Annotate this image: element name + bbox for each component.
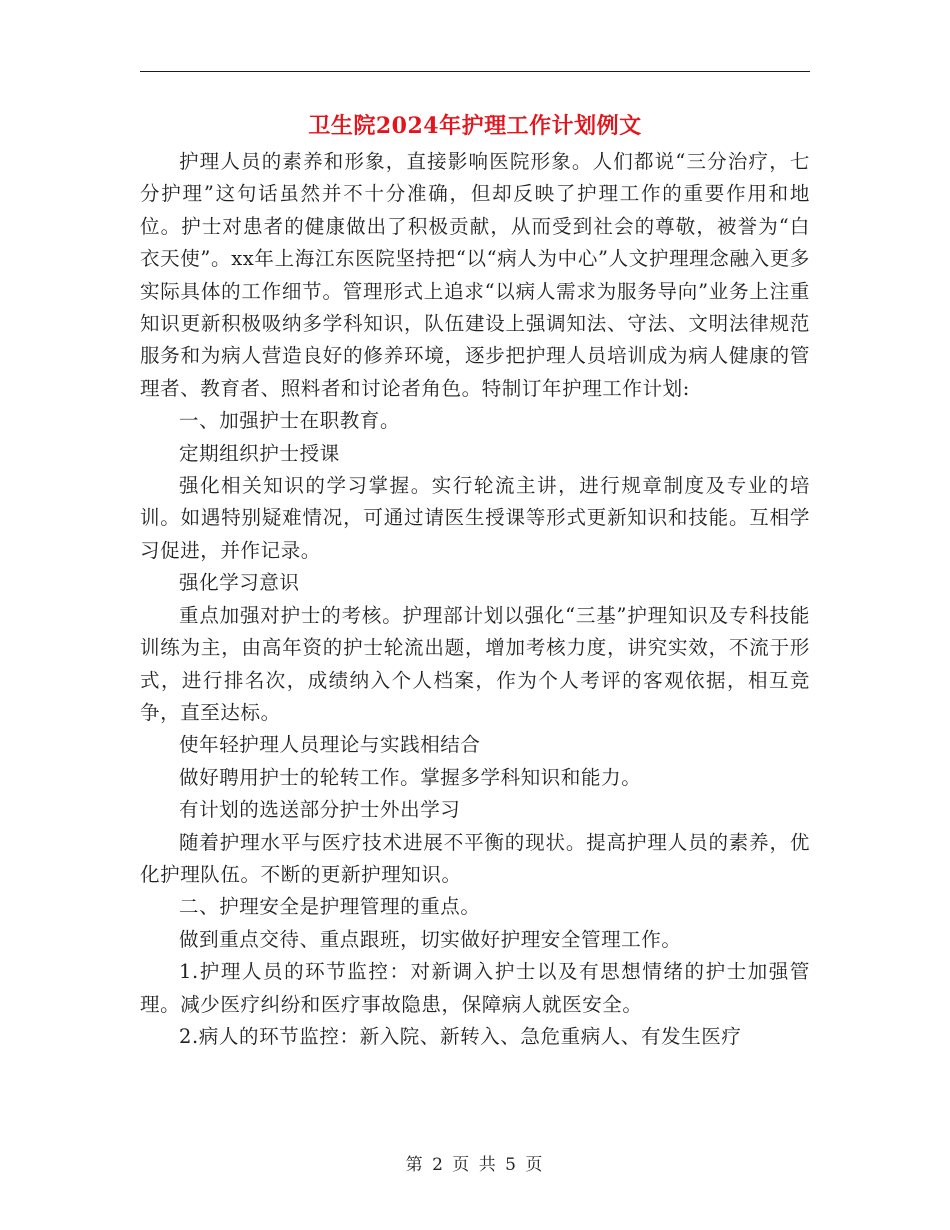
paragraph-intro: 护理人员的素养和形象，直接影响医院形象。人们都说“三分治疗，七分护理”这句话虽然并不十分准确，但却反映了护理工作的重要作用和地位。护士对患者的健康做出了积极贡献，从而受到社会的尊敬，被誉为“白衣天使”。xx年上海江东医院坚持把“以“病人为中心”人文护理理念融入更多实际具体的工作细节。管理形式上追求“以病人需求为服务导向”业务上注重知识更新积极吸纳多学科知识，队伍建设上强调知法、守法、文明法律规范服务和为病人营造良好的修养环境，逐步把护理人员培训成为病人健康的管理者、教育者、照料者和讨论者角色。特制订年护理工作计划: [140,150,810,400]
section-heading-2: 二、护理安全是护理管理的重点。 [179,895,481,919]
numbered-item-2: 2.病人的环节监控：新入院、新转入、急危重病人、有发生医疗 [179,1024,742,1048]
paragraph: 做好聘用护士的轮转工作。掌握多学科知识和能力。 [179,765,642,789]
paragraph: 随着护理水平与医疗技术进展不平衡的现状。提高护理人员的素养，优化护理队伍。不断的更新护理知识。 [140,830,810,886]
header-rule [140,71,810,72]
subheading: 有计划的选送部分护士外出学习 [179,798,461,822]
page-number: 第 2 页 共 5 页 [405,1155,545,1175]
subheading: 定期组织护士授课 [179,441,340,465]
paragraph: 做到重点交待、重点跟班，切实做好护理安全管理工作。 [179,927,682,951]
document-body [140,146,810,1053]
numbered-item-1: 1.护理人员的环节监控：对新调入护士以及有思想情绪的护士加强管理。减少医疗纠纷和医疗事故隐患，保障病人就医安全。 [140,960,810,1016]
document-title: 卫生院2024年护理工作计划例文 [308,113,642,139]
paragraph: 重点加强对护士的考核。护理部计划以强化“三基”护理知识及专科技能训练为主，由高年资的护士轮流出题，增加考核力度，讲究实效，不流于形式，进行排名次，成绩纳入个人档案，作为个人考评的客观依据，相互竞争，直至达标。 [140,603,810,724]
subheading: 强化学习意识 [179,571,300,595]
section-heading-1: 一、加强护士在职教育。 [179,409,401,433]
paragraph: 强化相关知识的学习掌握。实行轮流主讲，进行规章制度及专业的培训。如遇特别疑难情况，可通过请医生授课等形式更新知识和技能。互相学习促进，并作记录。 [140,474,810,562]
subheading: 使年轻护理人员理论与实践相结合 [179,733,481,757]
